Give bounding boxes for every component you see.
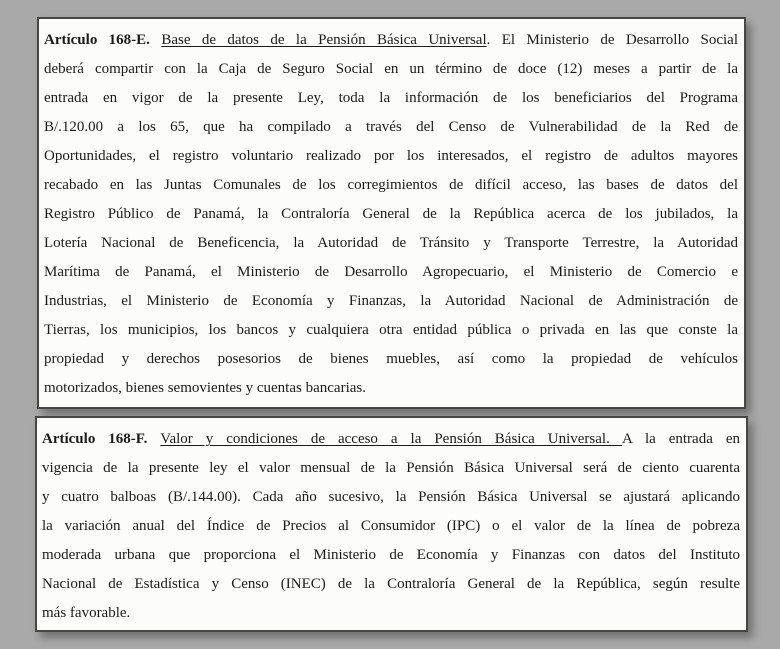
text-line: B/.120.00 a los 65, que ha compilado a través del Censo de Vulnerabilidad de la Red de [44,119,738,135]
text-line: vigencia de la presente ley el valor mensual de la Pensión Básica Universal será de ciento cuarenta [42,460,740,476]
text-line: Nacional de Estadística y Censo (INEC) de la Contraloría General de la República, según resulte [42,576,740,592]
text-line: Registro Público de Panamá, la Contraloría General de la República acerca de los jubilados, la [44,206,738,222]
text-line: Industrias, el Ministerio de Economía y Finanzas, la Autoridad Nacional de Administración de [44,293,738,309]
text-line: Lotería Nacional de Beneficencia, la Autoridad de Tránsito y Transporte Terrestre, la Autoridad [44,235,738,251]
text-line: más favorable. [42,605,131,621]
text-line: deberá compartir con la Caja de Seguro Social en un término de doce (12) meses a partir de la [44,61,738,77]
article-title-underlined: Base de datos de la Pensión Básica Universal [161,32,487,48]
text-line: entrada en vigor de la presente Ley, toda la información de los beneficiarios del Programa [44,90,738,106]
text-line: Tierras, los municipios, los bancos y cualquiera otra entidad pública o privada en las que conste la [44,322,738,338]
article-heading-line [42,425,740,454]
text-line: la variación anual del Índice de Precios al Consumidor (IPC) o el valor de la línea de pobreza [42,518,740,534]
text-line: propiedad y derechos posesorios de bienes muebles, así como la propiedad de vehículos [44,351,738,367]
text-line: Marítima de Panamá, el Ministerio de Desarrollo Agropecuario, el Ministerio de Comercio e [44,264,738,280]
article-168e-scan [37,17,746,409]
article-168f-scan [35,416,748,632]
text-line: recabado en las Juntas Comunales de los corregimientos de difícil acceso, las bases de datos del [44,177,738,193]
text-line: Oportunidades, el registro voluntario realizado por los interesados, el registro de adultos mayores [44,148,738,164]
article-title-underlined: Valor y condiciones de acceso a la Pensión Básica Universal. [160,431,622,447]
article-heading-rest: . El Ministerio de Desarrollo Social [486,32,739,48]
article-number-label: Artículo 168-F. [42,431,161,447]
article-heading-rest: A la entrada en [621,431,740,447]
article-heading-line [44,26,738,55]
text-line: motorizados, bienes semovientes y cuentas bancarias. [44,380,366,396]
article-number-label: Artículo 168-E. [44,32,162,48]
text-line: moderada urbana que proporciona el Ministerio de Economía y Finanzas con datos del Instituto [42,547,740,563]
text-line: y cuatro balboas (B/.144.00). Cada año sucesivo, la Pensión Básica Universal se ajustará aplicando [42,489,740,505]
